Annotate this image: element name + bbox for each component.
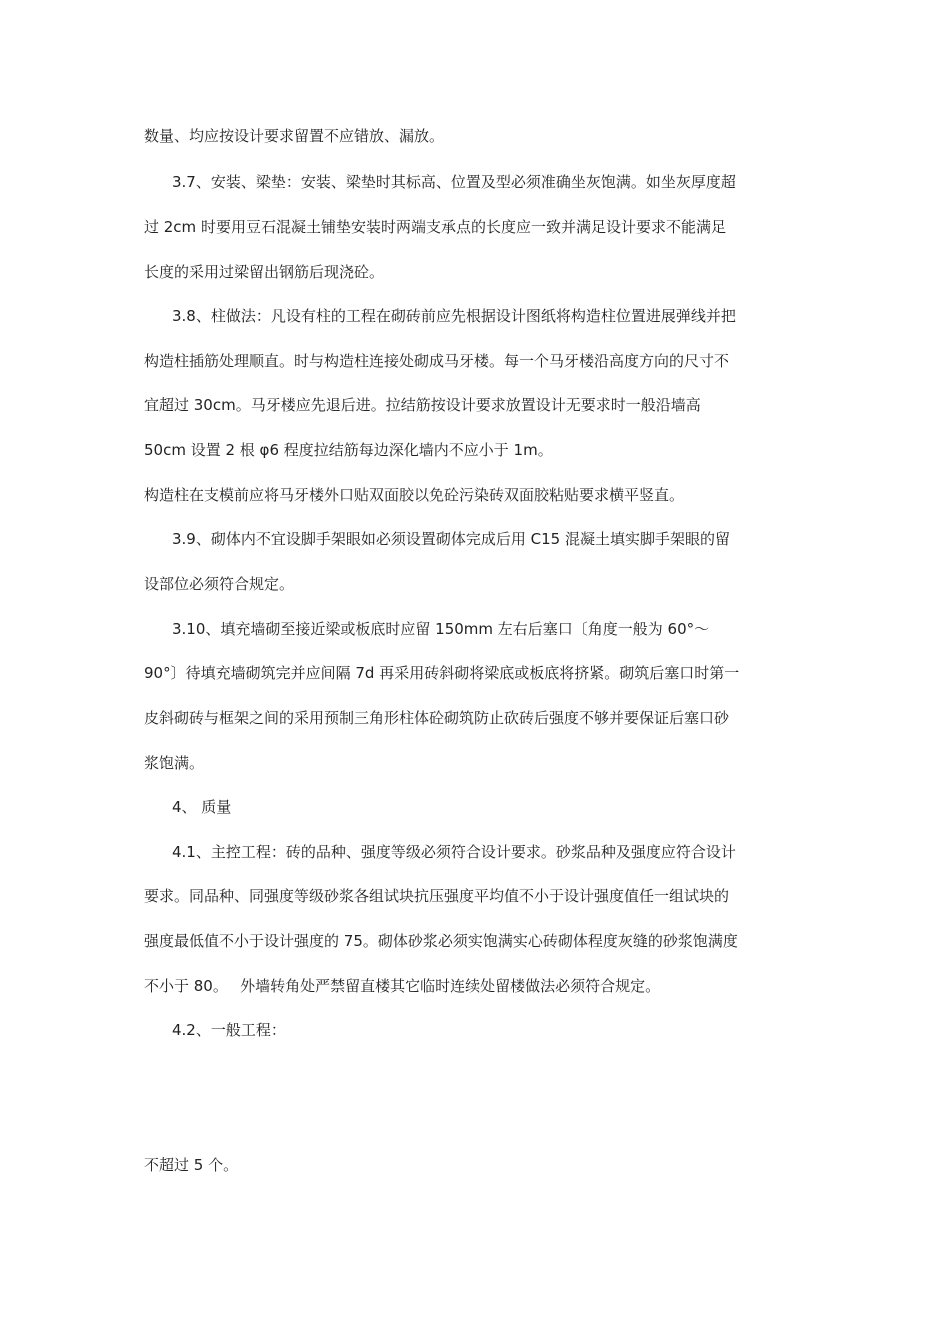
text-line: 3.10、填充墙砌至接近梁或板底时应留 150mm 左右后塞口〔角度一般为 60°～ <box>172 620 710 638</box>
section-heading: 4、 质量 <box>172 798 232 816</box>
text-line: 3.7、安装、梁垫：安装、梁垫时其标高、位置及型必须准确坐灰饱满。如坐灰厚度超 <box>172 173 736 191</box>
text-line: 宜超过 30cm。马牙楼应先退后进。拉结筋按设计要求放置设计无要求时一般沿墙高 <box>144 396 701 414</box>
text-line: 要求。同品种、同强度等级砂浆各组试块抗压强度平均值不小于设计强度值任一组试块的 <box>144 887 730 905</box>
text-line: 3.8、柱做法：凡设有柱的工程在砌砖前应先根据设计图纸将构造柱位置进展弹线并把 <box>172 307 736 325</box>
text-line: 皮斜砌砖与框架之间的采用预制三角形柱体砼砌筑防止砍砖后强度不够并要保证后塞口砂 <box>144 709 730 727</box>
text-line: 构造柱插筋处理顺直。时与构造柱连接处砌成马牙楼。每一个马牙楼沿高度方向的尺寸不 <box>144 352 730 370</box>
text-line: 不超过 5 个。 <box>144 1156 239 1174</box>
text-line: 设部位必须符合规定。 <box>144 575 295 593</box>
text-line: 数量、均应按设计要求留置不应错放、漏放。 <box>144 127 445 145</box>
text-line: 4.2、一般工程： <box>172 1021 286 1039</box>
text-line: 4.1、主控工程：砖的品种、强度等级必须符合设计要求。砂浆品种及强度应符合设计 <box>172 843 736 861</box>
text-line: 强度最低值不小于设计强度的 75。砌体砂浆必须实饱满实心砖砌体程度灰缝的砂浆饱满度 <box>144 932 738 950</box>
text-line: 构造柱在支模前应将马牙楼外口贴双面胶以免砼污染砖双面胶粘贴要求横平竖直。 <box>144 486 685 504</box>
text-line: 90°〕待填充墙砌筑完并应间隔 7d 再采用砖斜砌将梁底或板底将挤紧。砌筑后塞口时第一 <box>144 664 740 682</box>
text-line: 浆饱满。 <box>144 754 205 772</box>
text-line: 过 2cm 时要用豆石混凝土铺垫安装时两端支承点的长度应一致并满足设计要求不能满足 <box>144 218 726 236</box>
text-line: 长度的采用过梁留出钢筋后现浇砼。 <box>144 263 385 281</box>
text-line: 3.9、砌体内不宜设脚手架眼如必须设置砌体完成后用 C15 混凝土填实脚手架眼的留 <box>172 530 730 548</box>
text-line: 不小于 80。 外墙转角处严禁留直楼其它临时连续处留楼做法必须符合规定。 <box>144 977 661 995</box>
text-line: 50cm 设置 2 根 φ6 程度拉结筋每边深化墙内不应小于 1m。 <box>144 441 553 459</box>
